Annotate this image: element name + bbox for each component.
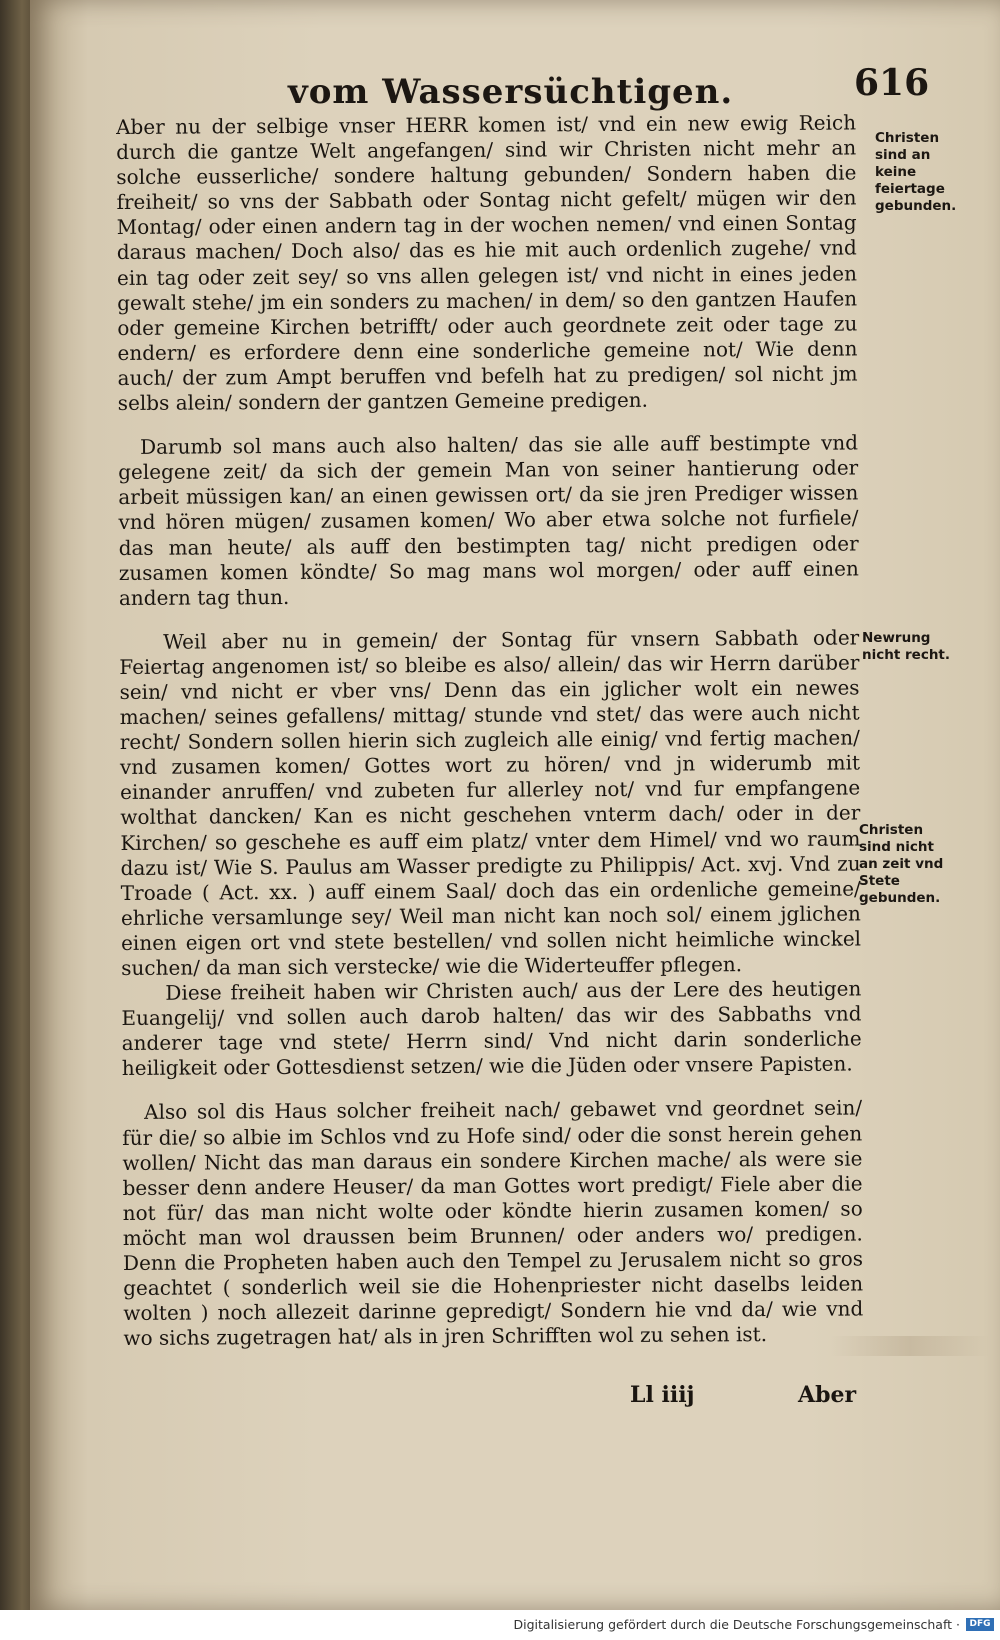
paragraph-3: Weil aber nu in gemein/ der Sontag für vnsern Sabbath oder Feiertag angenomen ist/ so bleibe es also/ allein/ das wir Herrn darüber sein/ vnd nicht er vber vns/ Denn das ein jglicher wolt ein newes machen/ seines gefallens/ mittag/ stunde vnd stet/ das were auch nicht recht/ Sondern sollen hierin sich zugleich alle einig/ vnd fertig machen/ vnd zusamen komen/ Gottes wort zu hören/ vnd jn widerumb mit einander anruffen/ vnd zubeten fur allerley not/ vnd fur empfangene wolthat dancken/ Kan es nicht geschehen vnterm dach/ oder in der Kirchen/ so geschehe es auff eim platz/ vnter dem Himel/ vnd wo raum dazu ist/ Wie S. Paulus am Wasser predigte zu Philippis/ Act. xvj. Vnd zu Troade ( Act. xx. ) auff einem Saal/ doch das ein ordenliche gemeine/ ehrliche versamlunge sey/ Weil man nicht kan noch sol/ einem jglichen einen eigen ort vnd stete bestellen/ vnd sollen nicht heimliche winckel suchen/ da man sich verstecke/ wie die Widerteuffer pflegen. xyxy=(119,625,862,980)
signature-mark: Ll iiij xyxy=(630,1382,695,1408)
ink-bleed xyxy=(830,1336,990,1356)
running-head: vom Wassersüchtigen. xyxy=(288,72,734,112)
footer-credit: Digitalisierung gefördert durch die Deutsche Forschungsgemeinschaft · xyxy=(513,1617,960,1632)
marginal-note-2: Newrung nicht recht. xyxy=(862,630,951,663)
page-number: 616 xyxy=(854,62,930,104)
credit-bar xyxy=(0,1610,1000,1640)
marginal-note-1: Christen sind an keine feiertage gebunden. xyxy=(875,130,957,214)
dfg-logo: DFG xyxy=(966,1618,994,1631)
page-footer xyxy=(115,1382,855,1412)
marginal-note-3: Christen sind nicht an zeit vnd Stete gebunden. xyxy=(859,822,944,906)
paragraph-5: Also sol dis Haus solcher freiheit nach/ gebawet vnd geordnet sein/ für die/ so albie im Schlos vnd zu Hofe sind/ oder die sonst herein gehen wollen/ Nicht das man daraus ein sondere Kirchen mache/ als were sie besser denn andere Heuser/ da man Gottes wort predigt/ Fiele aber die not für/ das man nicht wolte oder köndte hierin zusamen komen/ so möcht man wol draussen beim Brunnen/ oder anders wo/ predigen. Denn die Propheten haben auch den Tempel zu Jerusalem nicht so gros geachtet ( sonderlich weil sie die Hohenpriester nicht daselbs leiden wolten ) noch allezeit darinne gepredigt/ Sondern hie vnd da/ wie vnd wo sichs zugetragen hat/ als in jren Schrifften wol zu sehen ist. xyxy=(122,1095,864,1351)
book-page xyxy=(30,0,1000,1610)
show-through-text xyxy=(30,150,56,800)
body-text xyxy=(116,110,864,1351)
paragraph-2: Darumb sol mans auch also halten/ das sie alle auff bestimpte vnd gelegene zeit/ da sich der gemein Man von seiner hantierung oder arbeit müssigen kan/ an einen gewissen ort/ da sie jren Prediger wissen vnd hören mügen/ zusamen komen/ Wo aber etwa solche not furfiele/ das man heute/ als auff den bestimpten tag/ nicht predigen oder zusamen komen köndte/ So mag mans wol morgen/ oder auff einen andern tag thun. xyxy=(118,430,859,610)
paragraph-1: Aber nu der selbige vnser HERR komen ist/ vnd ein new ewig Reich durch die gantze Welt angefangen/ sind wir Christen nicht mehr an solche eusserliche/ sondere haltung gebunden/ Sondern haben die freiheit/ so vns der Sabbath oder Sontag nicht gefelt/ mügen wir den Montag/ oder einen andern tag in der wochen nemen/ vnd einen Sontag daraus machen/ Doch also/ das es hie mit auch ordenlich zugehe/ vnd ein tag oder zeit sey/ so vns allen gelegen ist/ vnd nicht in eines jeden gewalt stehe/ jm ein sonders zu machen/ in dem/ so den gantzen Haufen oder gemeine Kirchen betrifft/ oder auch geordnete zeit oder tage zu endern/ es erfordere denn eine sonderliche gemeine not/ Wie denn auch/ der zum Ampt beruffen vnd befelh hat zu predigen/ sol nicht jm selbs alein/ sondern der gantzen Gemeine predigen. xyxy=(116,110,858,416)
paragraph-4: Diese freiheit haben wir Christen auch/ aus der Lere des heutigen Euangelij/ vnd sollen auch darob halten/ das wir des Sabbaths vnd anderer tage vnd stete/ Herrn sind/ Vnd nicht darin sonderliche heiligkeit oder Gottesdienst setzen/ wie die Jüden oder vnsere Papisten. xyxy=(121,976,862,1081)
catchword: Aber xyxy=(798,1382,857,1408)
